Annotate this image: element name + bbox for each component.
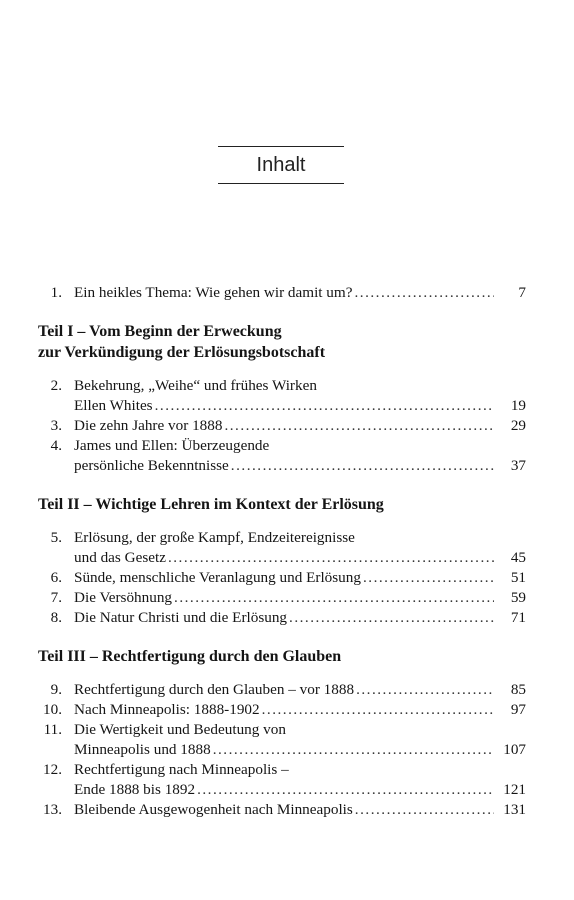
entry-title: Die Versöhnung xyxy=(74,589,173,606)
entry-title: Minneapolis und 1888 xyxy=(74,741,211,758)
entry-title: Ende 1888 bis 1892 xyxy=(74,781,196,798)
entry-page: 131 xyxy=(503,801,526,818)
title-box xyxy=(218,146,344,184)
toc-entry-10 xyxy=(38,700,526,720)
entry-number: 12. xyxy=(43,761,62,778)
section-heading-line: Teil III – Rechtfertigung durch den Glauben xyxy=(38,648,342,665)
toc-entry-1 xyxy=(38,283,526,303)
entry-number: 8. xyxy=(50,609,62,626)
toc-entry-5 xyxy=(38,528,526,568)
entry-title: Bleibende Ausgewogenheit nach Minneapolis xyxy=(74,801,353,818)
entry-number: 5. xyxy=(50,529,62,546)
section-heading-teil-3 xyxy=(38,646,526,667)
toc-entry-3 xyxy=(38,416,526,436)
entry-number: 6. xyxy=(50,569,62,586)
entry-page: 121 xyxy=(503,781,526,798)
entry-page: 107 xyxy=(503,741,526,758)
entry-number: 11. xyxy=(43,721,62,738)
entry-title: James und Ellen: Überzeugende xyxy=(74,437,270,454)
leader-dots xyxy=(155,396,494,416)
entry-title: Bekehrung, „Weihe“ und frühes Wirken xyxy=(74,377,317,394)
entry-number: 13. xyxy=(43,801,62,818)
entry-number: 10. xyxy=(43,701,62,718)
leader-dots xyxy=(363,568,494,588)
entry-title: Nach Minneapolis: 1888-1902 xyxy=(74,701,260,718)
entry-page: 97 xyxy=(510,701,526,718)
leader-dots xyxy=(197,780,494,800)
entry-title: und das Gesetz xyxy=(74,549,166,566)
leader-dots xyxy=(262,700,494,720)
entry-number: 3. xyxy=(50,417,62,434)
toc-entry-2 xyxy=(38,376,526,416)
leader-dots xyxy=(213,740,494,760)
entry-number: 9. xyxy=(50,681,62,698)
leader-dots xyxy=(289,608,494,628)
toc-entry-4 xyxy=(38,436,526,476)
leader-dots xyxy=(231,456,494,476)
entry-title: Rechtfertigung nach Minneapolis – xyxy=(74,761,289,778)
leader-dots xyxy=(356,680,494,700)
toc-entry-13 xyxy=(38,800,526,820)
section-heading-teil-1 xyxy=(38,321,526,363)
page-title: Inhalt xyxy=(256,153,306,176)
entry-number: 4. xyxy=(50,437,62,454)
entry-title: Erlösung, der große Kampf, Endzeitereignisse xyxy=(74,529,355,546)
entry-title: Die Wertigkeit und Bedeutung von xyxy=(74,721,286,738)
entry-page: 85 xyxy=(510,681,526,698)
entry-page: 29 xyxy=(510,417,526,434)
toc-entry-9 xyxy=(38,680,526,700)
leader-dots xyxy=(224,416,494,436)
entry-title: Ellen Whites xyxy=(74,397,153,414)
leader-dots xyxy=(355,800,494,820)
section-heading-teil-2 xyxy=(38,494,526,515)
entry-page: 59 xyxy=(510,589,526,606)
toc-entry-12 xyxy=(38,760,526,800)
entry-title: Rechtfertigung durch den Glauben – vor 1888 xyxy=(74,681,355,698)
leader-dots xyxy=(174,588,494,608)
entry-number: 1. xyxy=(50,284,62,301)
entry-title: Ein heikles Thema: Wie gehen wir damit um? xyxy=(74,284,353,301)
section-heading-line: Teil I – Vom Beginn der Erweckung xyxy=(38,323,282,340)
entry-page: 51 xyxy=(510,569,526,586)
section-heading-line: zur Verkündigung der Erlösungsbotschaft xyxy=(38,344,326,361)
toc-entry-8 xyxy=(38,608,526,628)
entry-page: 45 xyxy=(510,549,526,566)
entry-page: 19 xyxy=(510,397,526,414)
toc-entry-11 xyxy=(38,720,526,760)
entry-page: 37 xyxy=(510,457,526,474)
entry-page: 7 xyxy=(518,284,526,301)
entry-title: persönliche Bekenntnisse xyxy=(74,457,229,474)
leader-dots xyxy=(168,548,494,568)
leader-dots xyxy=(354,283,494,303)
entry-number: 2. xyxy=(50,377,62,394)
entry-title: Die zehn Jahre vor 1888 xyxy=(74,417,223,434)
entry-page: 71 xyxy=(510,609,526,626)
entry-number: 7. xyxy=(50,589,62,606)
toc-entry-7 xyxy=(38,588,526,608)
entry-title: Die Natur Christi und die Erlösung xyxy=(74,609,288,626)
toc-entry-6 xyxy=(38,568,526,588)
table-of-contents xyxy=(38,283,526,820)
entry-title: Sünde, menschliche Veranlagung und Erlösung xyxy=(74,569,361,586)
section-heading-line: Teil II – Wichtige Lehren im Kontext der Erlösung xyxy=(38,496,384,513)
